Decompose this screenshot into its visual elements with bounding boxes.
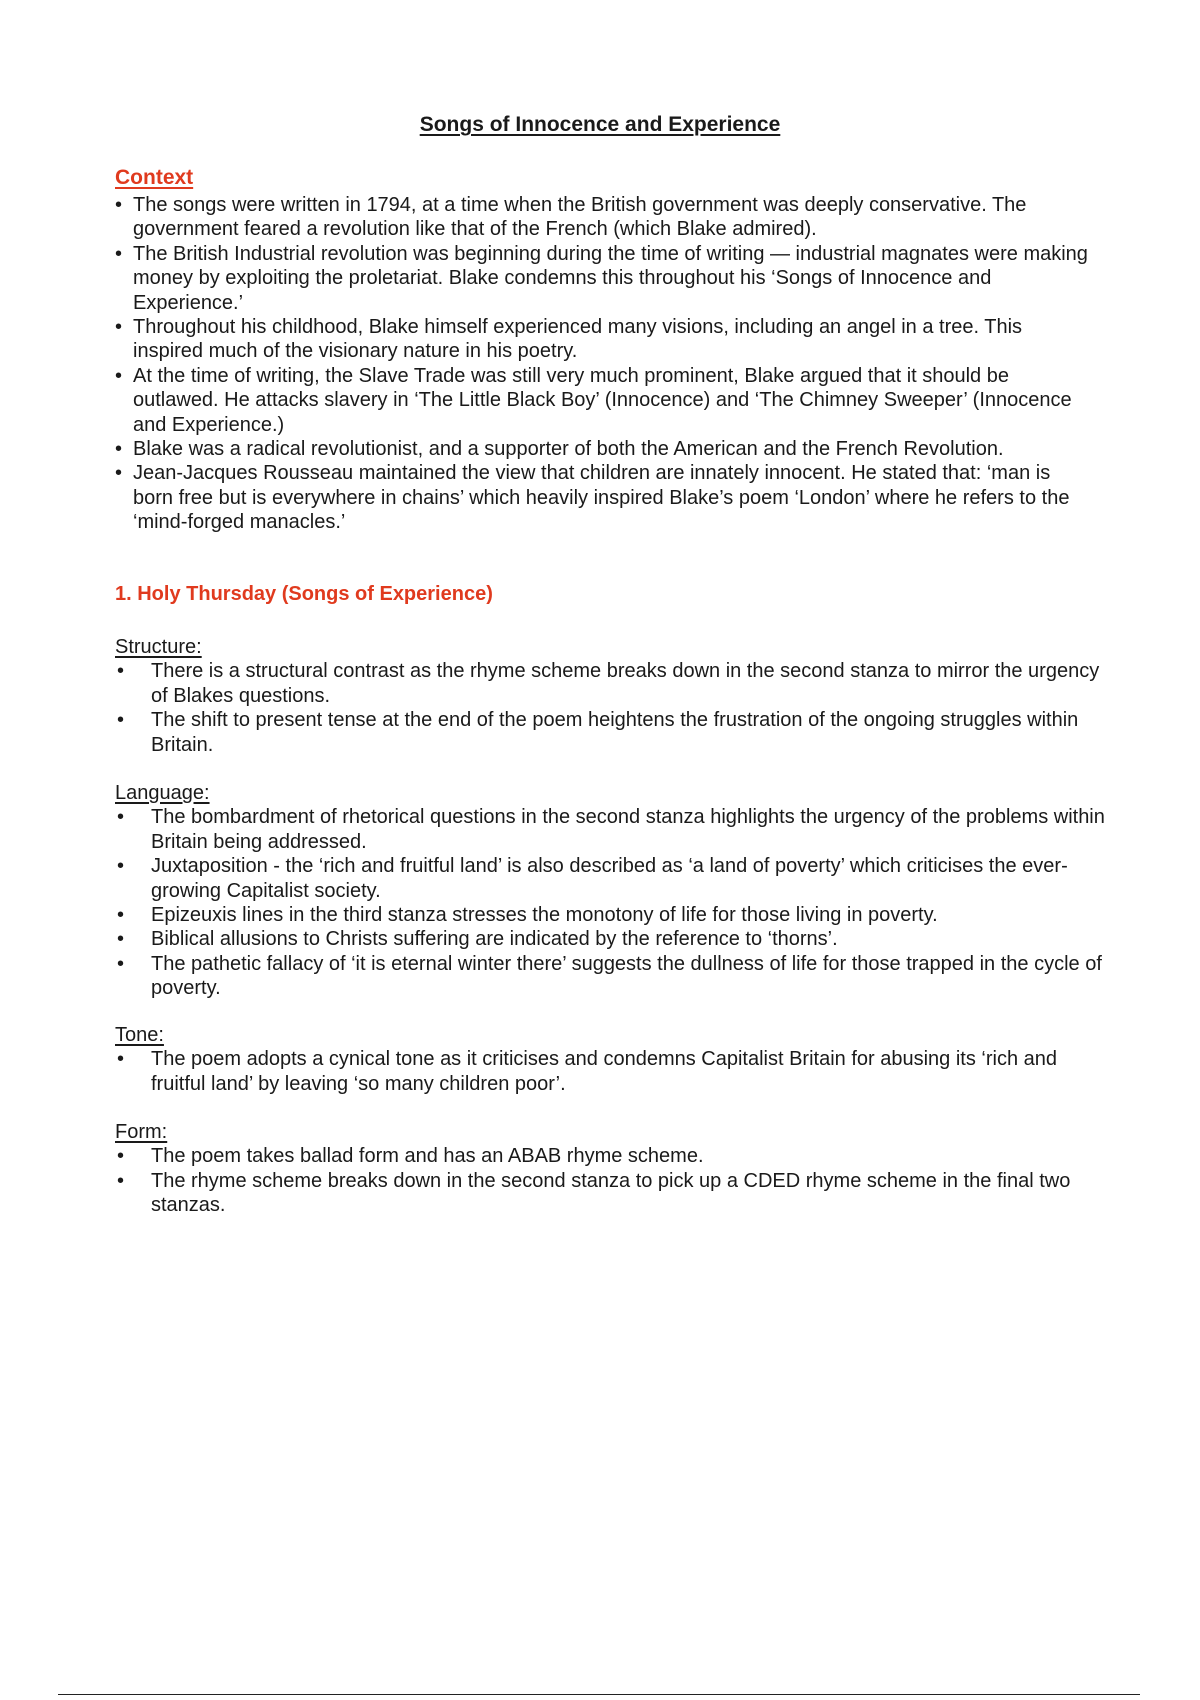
bullet-icon: • — [117, 806, 125, 829]
bullet-icon: • — [117, 1048, 125, 1071]
bullet-icon: • — [115, 364, 123, 387]
bullet-icon: • — [115, 316, 123, 339]
tone-label: Tone: — [115, 1024, 164, 1046]
structure-section — [115, 635, 1105, 757]
list-item: • The bombardment of rhetorical questions in the second stanza highlights the urgency of the problems within Britain being addressed. — [117, 806, 1105, 853]
bullet-icon: • — [115, 462, 123, 485]
document-title: Songs of Innocence and Experience — [419, 113, 781, 136]
bullet-icon: • — [117, 952, 125, 975]
list-item: • The pathetic fallacy of ‘it is eternal winter there’ suggests the dullness of life for those trapped in the cycle of poverty. — [117, 952, 1102, 1000]
poem-heading: 1. Holy Thursday (Songs of Experience) — [115, 583, 493, 605]
context-heading: Context — [115, 166, 194, 189]
list-item: • Throughout his childhood, Blake himself experienced many visions, including an angel in a tree. This inspired much of the visionary nature in his poetry. — [115, 316, 1023, 363]
bullet-icon: • — [115, 438, 123, 461]
bullet-icon: • — [117, 660, 125, 683]
list-item: • Blake was a radical revolutionist, and a supporter of both the American and the French Revolution. — [115, 438, 1004, 461]
list-item: • Jean-Jacques Rousseau maintained the view that children are innately innocent. He stated that: ‘man is born free but is everywhere in chains’ which heavily inspired Blake’s poem ‘London’ where he refers to the ‘mind-forged manacles.’ — [115, 462, 1070, 534]
list-item: • The poem adopts a cynical tone as it criticises and condemns Capitalist Britain for abusing its ‘rich and fruitful land’ by leaving ‘so many children poor’. — [117, 1048, 1058, 1095]
bullet-icon: • — [115, 194, 123, 216]
bullet-icon: • — [117, 1145, 125, 1168]
list-item: • Biblical allusions to Christs suffering are indicated by the reference to ‘thorns’. — [117, 928, 838, 951]
list-item: • The poem takes ballad form and has an ABAB rhyme scheme. — [117, 1145, 704, 1168]
bullet-icon: • — [117, 928, 125, 951]
structure-label: Structure: — [115, 636, 202, 658]
bullet-icon: • — [117, 1169, 125, 1192]
list-item: • At the time of writing, the Slave Trade was still very much prominent, Blake argued that it should be outlawed. He attacks slavery in ‘The Little Black Boy’ (Innocence) and ‘The Chimney Sweeper’ (Innocence and Experience.) — [115, 364, 1072, 436]
list-item: • Juxtaposition - the ‘rich and fruitful land’ is also described as ‘a land of poverty’ which criticises the ever-growing Capitalist society. — [117, 855, 1068, 902]
list-item: • The songs were written in 1794, at a time when the British government was deeply conservative. The government feared a revolution like that of the French (which Blake admired). — [115, 194, 1027, 241]
list-item: • The British Industrial revolution was beginning during the time of writing — industrial magnates were making money by exploiting the proletariat. Blake condemns this throughout his ‘Songs of Innocence and Experience.’ — [115, 242, 1088, 314]
language-section — [115, 781, 1105, 1001]
bullet-icon: • — [117, 709, 125, 732]
bullet-icon: • — [117, 855, 125, 878]
context-list — [115, 193, 1095, 535]
list-item: • The rhyme scheme breaks down in the second stanza to pick up a CDED rhyme scheme in the final two stanzas. — [117, 1169, 1071, 1217]
footer-divider — [58, 1694, 1140, 1695]
list-item: • Epizeuxis lines in the third stanza stresses the monotony of life for those living in poverty. — [117, 904, 938, 927]
list-item: • There is a structural contrast as the rhyme scheme breaks down in the second stanza to mirror the urgency of Blakes questions. — [117, 660, 1100, 707]
bullet-icon: • — [115, 242, 123, 265]
tone-section — [115, 1023, 1105, 1096]
form-section — [115, 1120, 1105, 1218]
form-label: Form: — [115, 1121, 168, 1143]
language-label: Language: — [115, 782, 210, 804]
bullet-icon: • — [117, 904, 125, 927]
list-item: • The shift to present tense at the end of the poem heightens the frustration of the ongoing struggles within Britain. — [117, 709, 1079, 756]
